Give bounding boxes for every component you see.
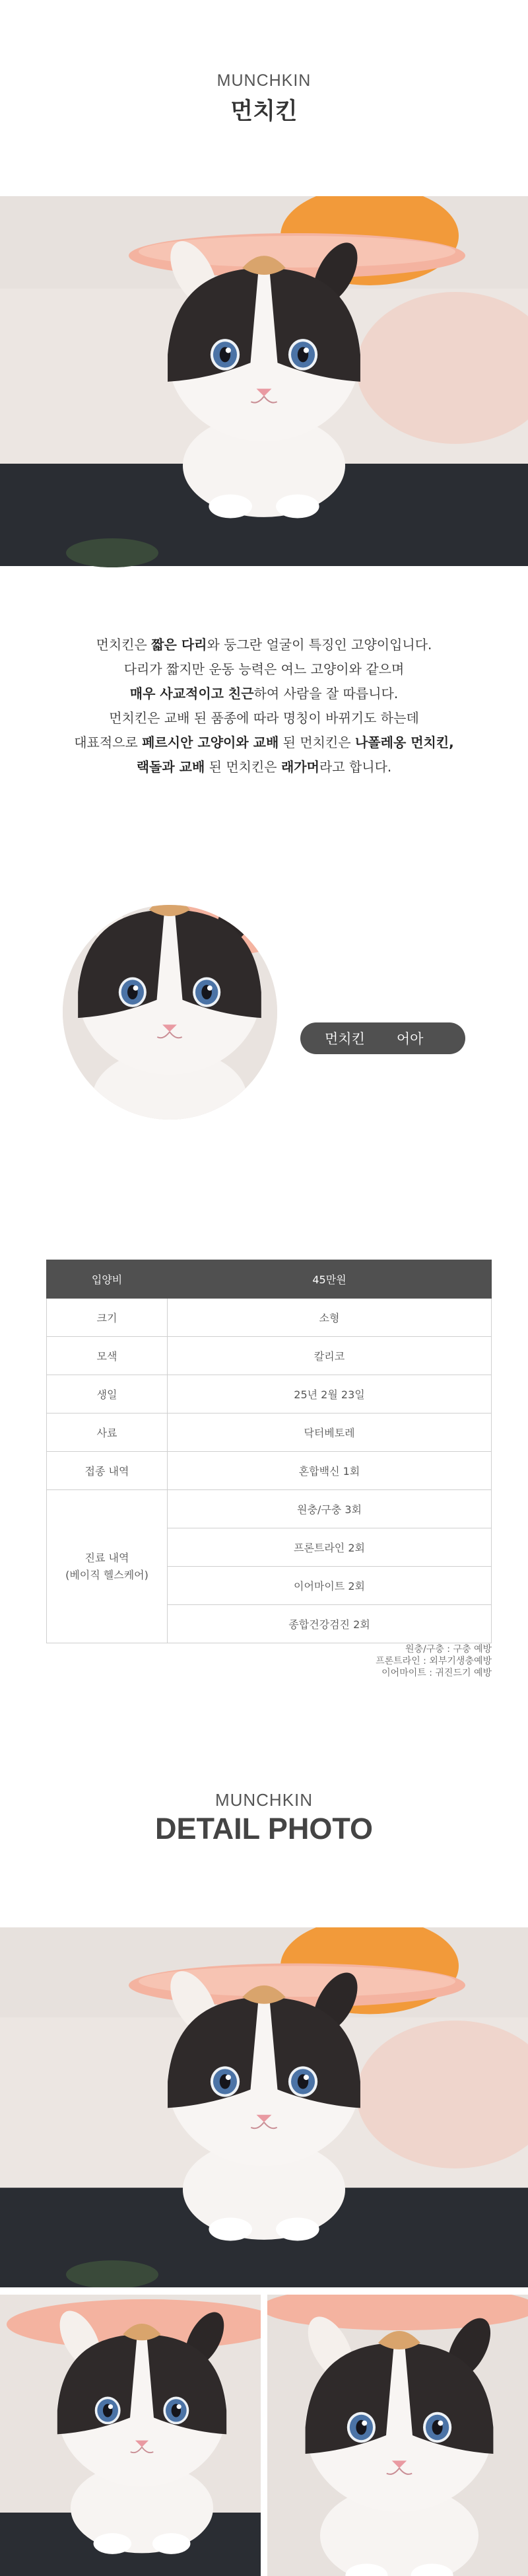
emphasis-text: 랙돌과 교배 xyxy=(136,759,205,775)
adoption-info-table xyxy=(46,1260,492,1643)
detail-photo-header xyxy=(0,1790,528,1846)
pet-name-label: 어아 xyxy=(396,1031,424,1047)
description-text: 된 먼치킨은 xyxy=(279,734,355,750)
birthday-label: 생일 xyxy=(47,1375,168,1413)
medical-history-item: 원충/구충 3회 xyxy=(168,1490,492,1528)
adoption-fee-label: 입양비 xyxy=(47,1260,168,1299)
emphasis-text: 페르시안 고양이와 교배 xyxy=(142,734,279,750)
breed-eng-title: MUNCHKIN xyxy=(216,71,312,90)
description-line xyxy=(0,731,528,755)
detail-photo-left xyxy=(0,2295,261,2576)
description-text: 먼치킨은 xyxy=(96,637,152,653)
detail-photo-large xyxy=(0,1927,528,2287)
medical-history-subtitle: (베이직 헬스케어) xyxy=(65,1568,148,1581)
table-row xyxy=(47,1452,492,1490)
description-text: 와 둥그란 얼굴이 특징인 고양이입니다. xyxy=(207,637,432,653)
table-header-row xyxy=(47,1260,492,1299)
kitten-portrait xyxy=(63,905,277,1120)
kitten-photo xyxy=(0,1927,528,2287)
table-row xyxy=(47,1299,492,1337)
detail-eng-title: MUNCHKIN xyxy=(214,1790,314,1810)
size-label: 크기 xyxy=(47,1299,168,1337)
vaccination-value: 혼합백신 1회 xyxy=(168,1452,492,1490)
description-text: 된 먼치킨은 xyxy=(205,759,281,775)
description-line xyxy=(0,657,528,682)
description-line xyxy=(0,755,528,779)
table-row xyxy=(47,1375,492,1413)
footnote: 이어마이트 : 귀진드기 예방 xyxy=(381,1668,492,1678)
description-text: 먼치킨은 교배 된 품종에 따라 명칭이 바뀌기도 하는데 xyxy=(109,710,419,726)
profile-photo xyxy=(63,905,277,1120)
size-value: 소형 xyxy=(168,1299,492,1337)
pet-name-badge xyxy=(300,1022,465,1054)
emphasis-text: 나폴레옹 먼치킨, xyxy=(354,734,454,750)
description-text: 다리가 짧지만 운동 능력은 여느 고양이와 같으며 xyxy=(123,661,405,677)
description-text: 라고 합니다. xyxy=(319,759,392,775)
kitten-photo xyxy=(0,2295,261,2576)
footnotes xyxy=(376,1643,492,1679)
color-label: 모색 xyxy=(47,1337,168,1375)
description-line xyxy=(0,682,528,706)
adoption-fee-value: 45만원 xyxy=(168,1260,492,1299)
footnote: 원충/구충 : 구충 예방 xyxy=(405,1644,492,1655)
description-line xyxy=(0,706,528,731)
description-text: 하여 사람을 잘 따릅니다. xyxy=(253,686,399,701)
emphasis-text: 매우 사교적이고 친근 xyxy=(129,686,254,701)
emphasis-text: 래가머 xyxy=(280,759,319,775)
description-text: 대표적으로 xyxy=(74,734,143,750)
medical-history-title: 진료 내역 xyxy=(84,1551,129,1564)
emphasis-text: 짧은 다리 xyxy=(151,637,207,653)
pet-breed-label: 먼치킨 xyxy=(325,1031,365,1047)
food-label: 사료 xyxy=(47,1413,168,1452)
footnote: 프론트라인 : 외부기생충예방 xyxy=(376,1656,492,1666)
vaccination-label: 접종 내역 xyxy=(47,1452,168,1490)
kitten-photo xyxy=(0,196,528,571)
breed-title: 먼치킨 xyxy=(230,98,298,125)
medical-history-item: 프론트라인 2회 xyxy=(168,1528,492,1567)
medical-history-item: 종합건강검진 2회 xyxy=(168,1605,492,1643)
detail-title: DETAIL PHOTO xyxy=(154,1812,374,1845)
medical-history-item: 이어마이트 2회 xyxy=(168,1567,492,1605)
page-header xyxy=(0,71,528,126)
hero-photo xyxy=(0,196,528,571)
birthday-value: 25년 2월 23일 xyxy=(168,1375,492,1413)
color-value: 칼리코 xyxy=(168,1337,492,1375)
breed-description xyxy=(0,633,528,779)
table-row xyxy=(47,1490,492,1528)
table-row xyxy=(47,1337,492,1375)
description-line xyxy=(0,633,528,657)
detail-photo-right xyxy=(267,2295,528,2576)
medical-history-label xyxy=(47,1490,168,1643)
kitten-photo xyxy=(267,2295,528,2576)
food-value: 닥터베토레 xyxy=(168,1413,492,1452)
table-row xyxy=(47,1413,492,1452)
